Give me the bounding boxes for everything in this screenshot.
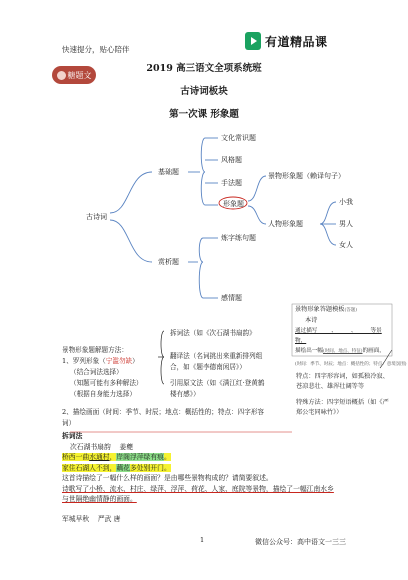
features-line1: 特点：四字形容词，如孤独冷寂、 — [296, 373, 389, 380]
template-line3: 描绘出一幅 — [295, 348, 323, 354]
poem-line1-e: 。 — [163, 453, 171, 461]
mindmap-root: 古诗词 — [86, 213, 107, 221]
node-self: 小我 — [339, 198, 353, 206]
method-block — [62, 345, 143, 400]
page-number: 1 — [200, 536, 205, 544]
wechat-account: 微信公众号：高中语文一三三 — [255, 538, 346, 546]
poem-section-title: 拆词法 — [62, 432, 83, 440]
node-person-image: 人物形象题 — [268, 220, 303, 228]
branch-basic-line — [110, 172, 152, 213]
special-line1: 特殊方法：四字短语概括（如《严 — [296, 399, 389, 406]
step2-line2: 词） — [62, 419, 76, 427]
features-block — [296, 372, 389, 392]
method-sub1: （结合词法选择） — [70, 368, 123, 376]
features-line2: 苍凉悲壮、雄浑壮阔等等 — [296, 383, 365, 390]
poem-answer2: 与世隔绝幽情静的画面。 — [62, 495, 137, 503]
node-man: 男人 — [339, 220, 353, 228]
approach-translate-line1: 翻译法（名词挑出来重新排列组 — [170, 352, 263, 360]
approach-split: 拆词法（如《次石湖书扇韵》 — [170, 329, 256, 337]
template-line2: 通过描写_____、_____、_____等景物， — [295, 328, 382, 344]
template-tag: (答题) — [344, 308, 358, 313]
branch-appreciation-line — [110, 220, 152, 262]
special-method — [296, 398, 389, 418]
approach-quote-line2: 楼有感》） — [170, 390, 200, 398]
module-title: 古诗词板块 — [180, 86, 228, 97]
method-item1-pre: 1、罗列形象（ — [62, 357, 106, 365]
poem-title: 次石湖书扇韵 — [70, 442, 111, 451]
slogan: 快速提分，贴心陪伴 — [62, 45, 130, 54]
special-line2: 郑公宅同咏竹》） — [296, 409, 343, 416]
next-poem-title: 军城早秋 — [62, 514, 90, 523]
poem-answer1: 诗歌写了小桥、流水、村庄、绿萍、浮萍、荷花、人家、庭院等景物，描绘了一幅江南水乡 — [62, 484, 334, 493]
template-title: 景物形象答题模板 — [295, 306, 345, 313]
node-word-refine: 炼字练句题 — [221, 234, 256, 242]
approach-translate — [170, 351, 262, 373]
node-basic: 基础题 — [158, 168, 179, 176]
approach-bracket — [161, 331, 164, 384]
template-line1: 本诗 — [305, 317, 318, 324]
node-technique: 手法题 — [221, 179, 242, 187]
poem-line1-a: 桥西一曲 — [62, 453, 90, 461]
stamp-text: 糖题文 — [67, 70, 92, 80]
node-culture: 文化常识题 — [221, 134, 256, 142]
method-sub2: （知题可能有多种解法） — [70, 379, 143, 387]
course-title: 2019 高三语文全项系统班 — [146, 63, 262, 74]
poem-line1-c: ， — [109, 453, 117, 461]
next-poem-author: 严武 唐 — [97, 514, 121, 523]
node-woman: 女人 — [339, 241, 353, 249]
poem-line2-b: 藕花 — [116, 463, 130, 472]
node-appreciation: 赏析题 — [158, 258, 179, 266]
node-image: 形象题 — [223, 200, 244, 208]
node-emotion: 感情题 — [221, 294, 242, 302]
step2 — [62, 407, 264, 429]
step2-line1: 2、描绘画面（时间：季节、时辰；地点：概括性的；特点：四字形容 — [62, 408, 265, 416]
poem-line2-c: 多处别开门。 — [129, 463, 171, 472]
method-title: 景物形象题解题方法： — [62, 346, 128, 354]
template-hint: (时间：季节、时辰；地点：概括性的；特点：意境氛围) — [295, 362, 407, 367]
poem-question: 这首诗描绘了一幅什么样的画面？是由哪些景物构成的？请简要叙述。 — [62, 474, 273, 482]
node-style: 风格题 — [221, 156, 242, 164]
poem-line1-d: 岸阁浮萍绿有痕 — [116, 453, 164, 461]
method-item1-post: ） — [132, 357, 139, 365]
approach-quote — [170, 378, 264, 400]
brand-name: 有道精品课 — [265, 34, 328, 49]
template-note — [295, 305, 392, 357]
poem-author: 姜夔 — [119, 442, 134, 451]
approach-quote-line1: 引用原文法（如《满江红·登黄鹤 — [170, 379, 265, 387]
template-line3-fill: (时间、地点、特征) — [322, 349, 363, 354]
method-item1-red: 宁滥勿缺 — [105, 357, 133, 365]
poem-section — [62, 431, 334, 524]
approach-translate-line2: 合，如《题李德南闲居》） — [170, 363, 246, 371]
template-line3-end: 的画面， — [362, 348, 385, 354]
poem-line2-a: 家住石湖人不到， — [62, 463, 117, 472]
poem-line1-b: 水通村 — [89, 453, 110, 461]
node-scene-image: 景物形象题（赖译句子） — [268, 172, 345, 180]
method-sub3: （根据自身能力选择） — [70, 390, 136, 398]
lesson-title: 第一次课 形象题 — [169, 109, 239, 120]
